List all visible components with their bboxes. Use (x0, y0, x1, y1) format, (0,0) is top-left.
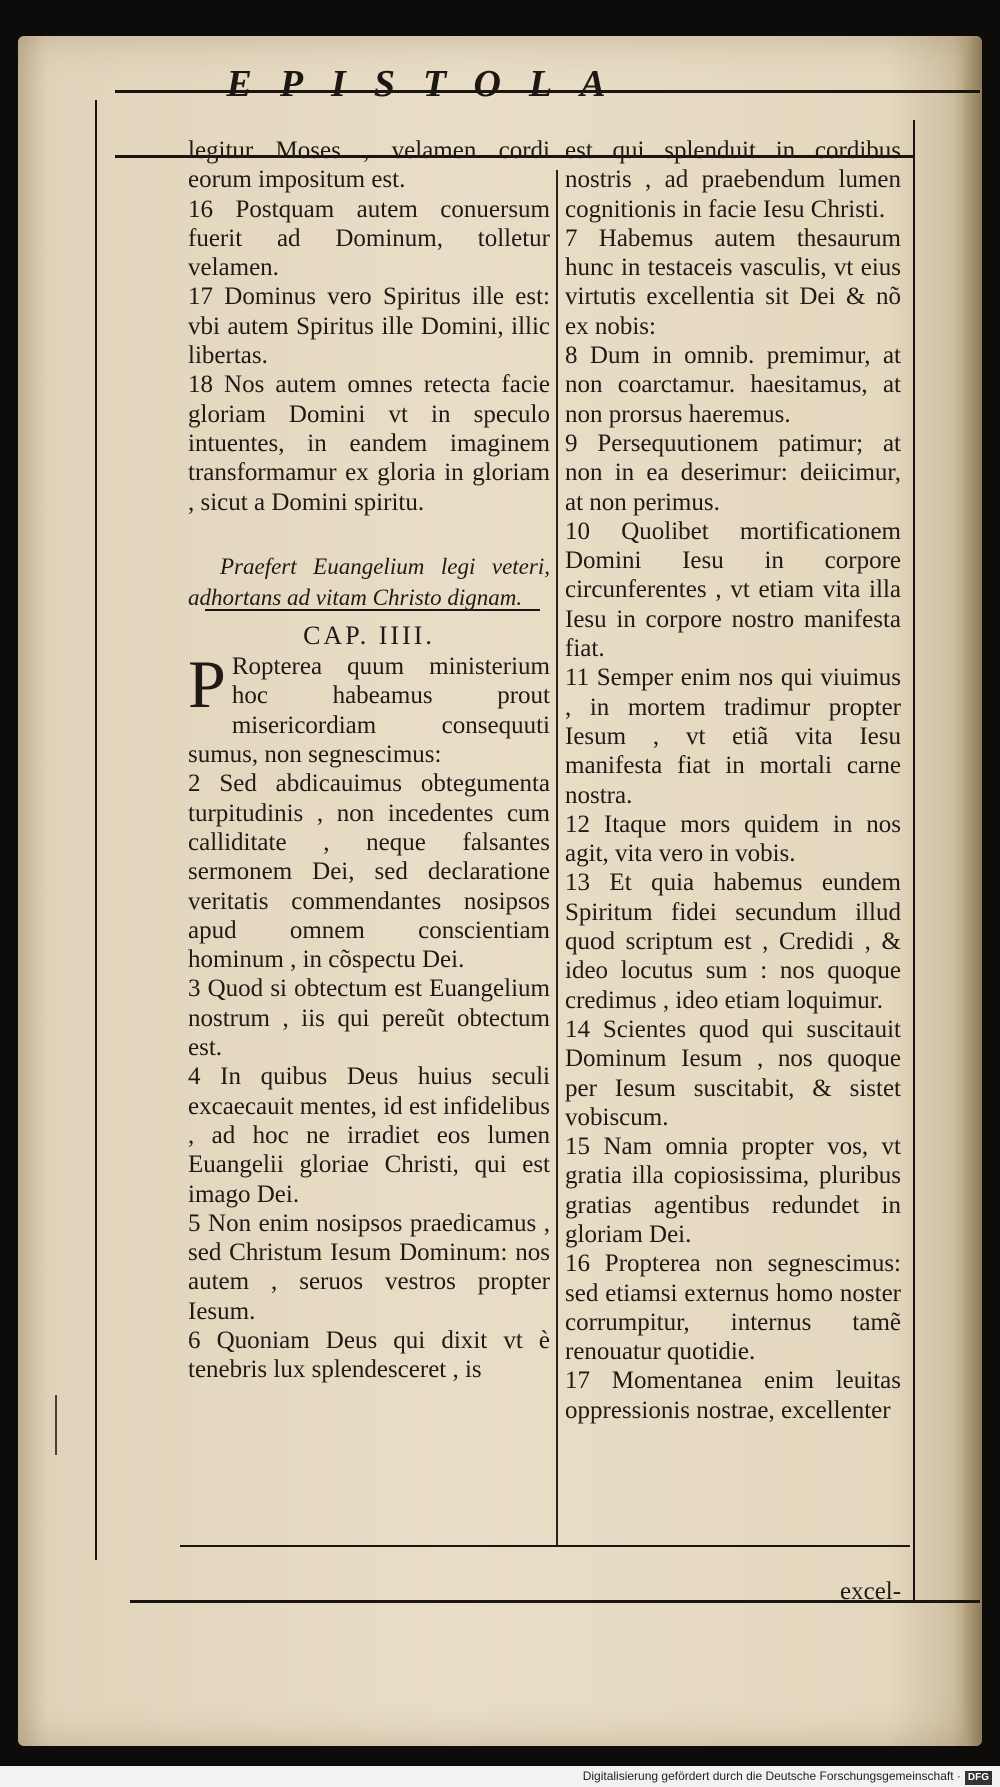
verse: 17 Momentanea enim leuitas oppressionis nostrae, excellenter (565, 1367, 901, 1424)
drop-cap: P (188, 646, 226, 723)
verse: 11 Semper enim nos qui viuimus , in mortem tradimur propter Iesum , vt etiã vita Iesu manifesta fiat in mortali carne nostra. (565, 664, 901, 809)
verse: 14 Scientes quod qui suscitauit Dominum Iesum , nos quoque per Iesum suscitabit, & sistet vobiscum. (565, 1015, 901, 1131)
verse: legitur Moses , velamen cordi eorum impositum est. (188, 137, 550, 194)
dfg-logo: DFG (965, 1771, 992, 1785)
verse: 13 Et quia habemus eundem Spiritum fidei secundum illud quod scriptum est , Credidi , & ideo locutus sum : nos quoque credimus , ideo etiam loquimur. (565, 869, 901, 1014)
verse: 9 Persequutionem patimur; at non in ea deserimur: deiicimur, at non perimus. (565, 429, 901, 516)
verse: 3 Quod si obtectum est Euangelium nostrum , iis qui pereũt obtectum est. (188, 975, 550, 1062)
digitization-credit-bar (0, 1766, 1000, 1787)
verse: 12 Itaque mors quidem in nos agit, vita vero in vobis. (565, 810, 901, 868)
margin-mark (55, 1395, 57, 1455)
column-divider (556, 170, 558, 1545)
verse: 18 Nos autem omnes retecta facie gloriam Domini vt in speculo intuentes, in eandem imaginem transformamur ex gloria in gloriam , sicut a Domini spiritu. (188, 371, 550, 516)
verse: 2 Sed abdicauimus obtegumenta turpitudinis , non incedentes cum calliditate , neque falsantes sermonem Dei, sed declaratione veritatis commendantes nosipsos apud omnem conscientiam hominum , in cõspectu Dei. (188, 770, 550, 974)
verse: 17 Dominus vero Spiritus ille est: vbi autem Spiritus ille Domini, illic libertas. (188, 283, 550, 370)
bottom-rule (180, 1545, 910, 1547)
left-border-rule (95, 100, 97, 1560)
verse: 6 Quoniam Deus qui dixit vt è tenebris lux splendesceret , is (188, 1326, 550, 1384)
verse: 15 Nam omnia propter vos, vt gratia illa copiosissima, pluribus gratias agentibus redundet in gloriam Dei. (565, 1133, 901, 1248)
running-head: EPISTOLA (226, 63, 634, 105)
verse: est qui splenduit in cordibus nostris , ad praebendum lumen cognitionis in facie Iesu Christi. (565, 137, 901, 223)
credit-text: Digitalisierung gefördert durch die Deutsche Forschungsgemeinschaft · (582, 1769, 961, 1783)
verse-text: Roptereа quum ministerium hoc habeamus prout misericordiam consequuti sumus, non segnescimus: (188, 653, 550, 769)
verse: 10 Quolibet mortificationem Domini Iesu in corpore circunferentes , vt etiam vita illa Iesu in corpore nostro manifesta fiat. (565, 517, 901, 663)
verse: 16 Propterea non segnescimus: sed etiamsi externus homo noster corrumpitur, internus tamẽ renouatur quotidie. (565, 1250, 901, 1366)
verse: 8 Dum in omnib. premimur, at non coarctamur. haesitamus, at non prorsus haeremus. (565, 342, 901, 428)
verse: 5 Non enim nosipsos praedicamus , sed Christum Iesum Dominum: nos autem , seruos vestros propter Iesum. (188, 1209, 550, 1325)
chapter-summary: Praefert Euangelium legi veteri, adhortans ad vitam Christo dignam. (188, 553, 550, 610)
verse: 7 Habemus autem thesaurum hunc in testaceis vasculis, vt eius virtutis excellentia sit Dei & nõ ex nobis: (565, 224, 901, 340)
verse: 4 In quibus Deus huius seculi excaecauit mentes, id est infidelibus , ad hoc ne irradiet eos lumen Euangelii gloriae Christi, qui est imago Dei. (188, 1063, 550, 1208)
left-column (188, 136, 550, 1385)
verse: 16 Postquam autem conuersum fuerit ad Dominum, tolletur velamen. (188, 195, 550, 282)
page-edge (964, 36, 982, 1746)
right-border-rule (913, 120, 915, 1600)
catchword: excel- (840, 1578, 902, 1605)
right-column (565, 136, 901, 1425)
verse (188, 646, 550, 769)
chapter-heading: CAP. IIII. (303, 620, 435, 650)
